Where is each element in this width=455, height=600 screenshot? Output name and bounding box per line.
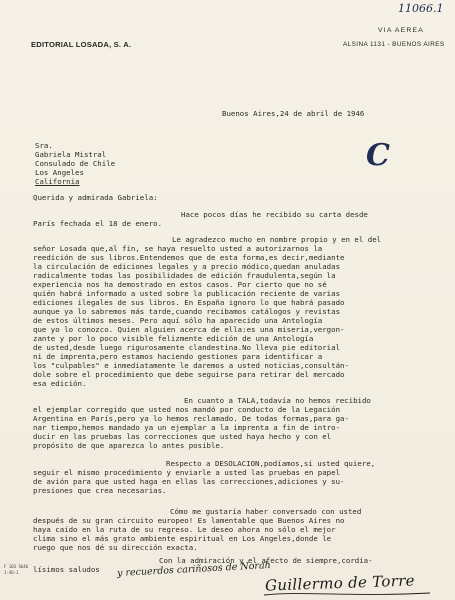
body-line: zante y por lo poco visible felizmente edición de una Antología <box>33 334 314 343</box>
body-line: Le agradezco mucho en nombre propio y en el del <box>172 235 382 244</box>
handwritten-regards: y recuerdos cariñosos de Norah <box>116 559 272 580</box>
body-line: haya caído en la ruta de su regreso. Le deseo ahora no sólo el mejor <box>33 525 336 534</box>
body-line: ediciones ilegales de sus libros. En España ignoro lo que habrá pasado <box>33 298 345 307</box>
body-line: ni de imprenta,pero estamos haciendo gestiones para identificar a <box>33 352 323 361</box>
recipient-line: Gabriela Mistral <box>35 150 107 159</box>
body-line: el ejemplar corregido que usted nos mandó por conducto de la Legación <box>33 405 341 414</box>
body-line: clima sino el más grato ambiente espiritual en Los Angeles,donde le <box>33 534 332 543</box>
body-line: ducir en las pruebas las correcciones que usted haya hecho y con el <box>33 432 332 441</box>
body-line: de estos últimos meses. Pero aquí sólo ha aparecido una Antología <box>33 316 323 325</box>
signature: Guillermo de Torre <box>264 571 416 595</box>
catalog-number-annotation: 11066.1 <box>398 2 444 15</box>
body-line: Hace pocos días he recibido su carta desde <box>181 210 368 219</box>
body-line: después de su gran circuito europeo! Es lamentable que Buenos Aires no <box>33 516 345 525</box>
recipient-line: Los Angeles <box>35 168 84 177</box>
date-line: Buenos Aires,24 de abril de 1946 <box>222 109 365 118</box>
publisher-address: ALSINA 1131 - BUENOS AIRES <box>343 41 445 48</box>
body-line: aunque ya lo sabremos más tarde,cuando recibamos catálogos y revistas <box>33 307 341 316</box>
body-line: nar tiempo,hemos mandado ya un ejemplar a la imprenta a fin de intro- <box>33 423 341 432</box>
body-line: reedición de sus libros.Entendemos que de esta forma,es decir,mediante <box>33 253 345 262</box>
body-line: Argentina en París,pero ya lo hemos reclamado. De todas formas,para ga- <box>33 414 349 423</box>
body-line: propósito de que aparezca lo antes posible. <box>33 441 225 450</box>
closing-line: lísimos saludos <box>33 565 100 574</box>
body-line: presiones que crea necesarias. <box>33 486 167 495</box>
publisher-letterhead: EDITORIAL LOSADA, S. A. <box>31 40 132 49</box>
airmail-label: VIA AEREA <box>378 27 424 34</box>
body-line: París fechada el 18 de enero. <box>33 219 163 228</box>
salutation: Querida y admirada Gabriela: <box>33 193 158 202</box>
body-line: que yo lo conozco. Quien alguien acerca de ella:es una miseria,vergon- <box>33 325 345 334</box>
archive-stamp: F 103 Sb46 <box>4 564 29 569</box>
body-line: los "culpables" e inmediatamente le daremos a usted noticias,consultán- <box>33 361 349 370</box>
body-line: En cuanto a TALA,todavía no hemos recibido <box>184 396 371 405</box>
body-line: radicalmente todas las posibilidades de edición fraudulenta,según la <box>33 271 336 280</box>
signature-flourish <box>262 590 432 598</box>
body-line: Cómo me gustaría haber conversado con usted <box>170 507 362 516</box>
archive-stamp: 1-46-1 <box>4 570 19 575</box>
body-line: ruego que nos dé su dirección exacta. <box>33 543 198 552</box>
recipient-line: Consulado de Chile <box>35 159 116 168</box>
handwritten-c-mark: C <box>366 138 390 173</box>
recipient-line: Sra. <box>35 141 53 150</box>
body-line: de usted,desde luego rigurosamente clandestina.No lleva pie editorial <box>33 343 341 352</box>
body-line: seguir el mismo procedimiento y enviarle a usted las pruebas en papel <box>33 468 341 477</box>
recipient-line: California <box>35 177 80 186</box>
body-line: quién habrá informado a usted sobre la publicación reciente de varias <box>33 289 341 298</box>
body-line: de avión para que usted haga en ellas las correcciones,adiciones y su- <box>33 477 345 486</box>
body-line: esa edición. <box>33 379 87 388</box>
body-line: dole sobre el procedimiento que debe seguirse para retirar del mercado <box>33 370 345 379</box>
body-line: la circulación de ediciones legales y a precio módico,quedan anuladas <box>33 262 341 271</box>
body-line: Respecto a DESOLACION,podíamos,si usted quiere, <box>166 459 376 468</box>
body-line: experiencia nos ha demostrado en estos casos. Por cierto que no sé <box>33 280 327 289</box>
body-line: señor Losada que,al fin, se haya resuelto usted a autorizarnos la <box>33 244 323 253</box>
closing-line: Con la admiración y el afecto de siempre,cordia- <box>159 556 373 565</box>
